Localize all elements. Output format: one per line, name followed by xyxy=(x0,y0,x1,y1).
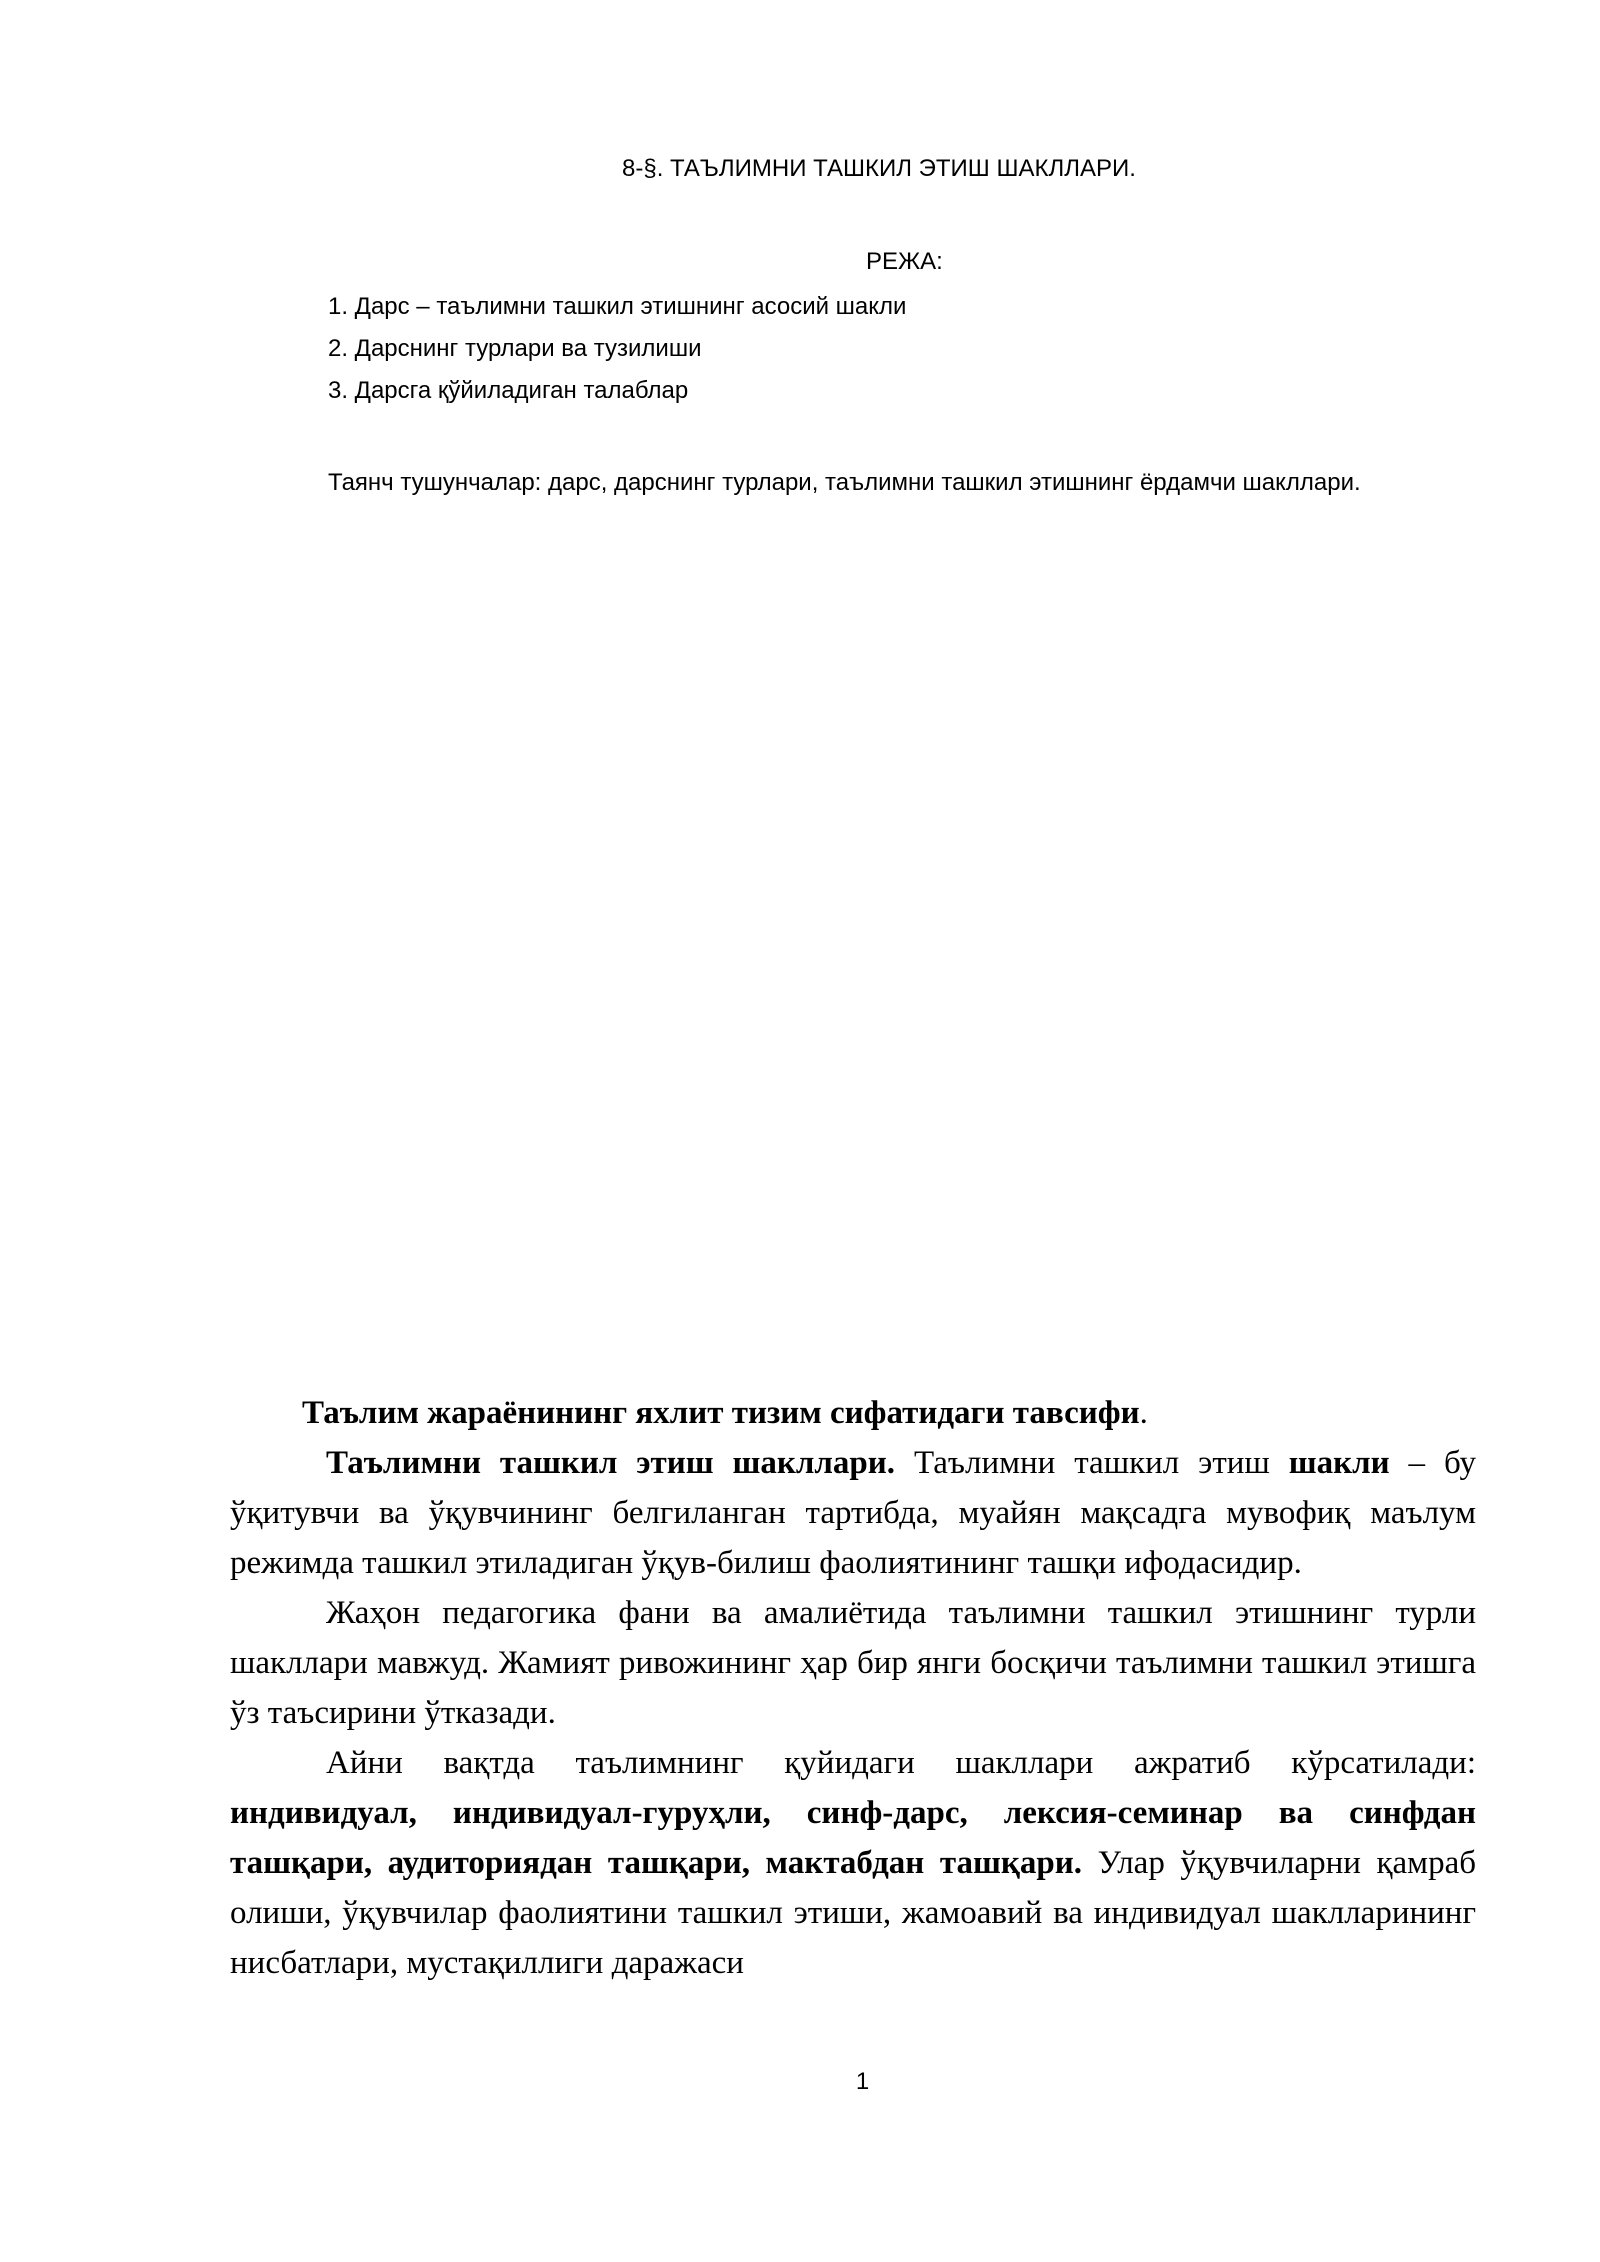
paragraph-text: Айни вақтда таълимнинг қуйидаги шакллари ажратиб кўрсатилади: xyxy=(326,1745,1476,1781)
section-heading xyxy=(230,1388,1476,1438)
plan-item: 1. Дарс – таълимни ташкил этишнинг асосий шакли xyxy=(328,293,907,320)
paragraph-lead-bold: Таълимни ташкил этиш шакллари. xyxy=(326,1445,896,1481)
plan-list xyxy=(328,286,906,412)
page-number: 1 xyxy=(855,2068,870,2095)
paragraph-text: – бу ўқитувчи ва ўқувчининг белгиланган тартибда, муайян мақсадга мувофиқ маълум режимда ташкил этиладиган ўқув-билиш фаолиятининг ташқи ифодасидир. xyxy=(230,1445,1476,1581)
plan-item: 2. Дарснинг турлари ва тузилиши xyxy=(328,335,702,362)
section-heading-tail: . xyxy=(1139,1395,1148,1431)
paragraph-bold-word: шакли xyxy=(1288,1445,1390,1481)
paragraph-forms: Жаҳон педагогика фани ва амалиётида таълимни ташкил этишнинг турли шакллари мавжуд. Жамият ривожининг ҳар бир янги босқичи таълимни ташкил этишга ўз таъсирини ўтказади. xyxy=(230,1595,1476,1731)
paragraph-list-forms xyxy=(230,1738,1476,1988)
section-heading-text: Таълим жараёнининг яхлит тизим сифатидаги тавсифи xyxy=(302,1395,1140,1431)
plan-item: 3. Дарсга қўйиладиган талаблар xyxy=(328,377,689,404)
paragraph-text: Улар ўқувчиларни қамраб олиши, ўқувчилар фаолиятини ташкил этиши, жамоавий ва индивидуал шаклларининг нисбатлари, мустақиллиги даражаси xyxy=(230,1845,1476,1981)
keywords-paragraph: Таянч тушунчалар: дарс, дарснинг турлари, таълимни ташкил этишнинг ёрдамчи шакллари. xyxy=(328,469,1361,496)
chapter-title: 8-§. ТАЪЛИМНИ ТАШКИЛ ЭТИШ ШАКЛЛАРИ. xyxy=(622,155,1136,182)
plan-heading: РЕЖА: xyxy=(866,248,943,275)
paragraph-text: Таълимни ташкил этиш xyxy=(895,1445,1289,1481)
paragraph-forms-bold: индивидуал, индивидуал-гуруҳли, синф-дарс, лексия-семинар ва синфдан ташқари, аудиториядан ташқари, мактабдан ташқари. xyxy=(230,1795,1476,1881)
body-text xyxy=(230,1388,1476,1988)
paragraph-definition xyxy=(230,1438,1476,1588)
